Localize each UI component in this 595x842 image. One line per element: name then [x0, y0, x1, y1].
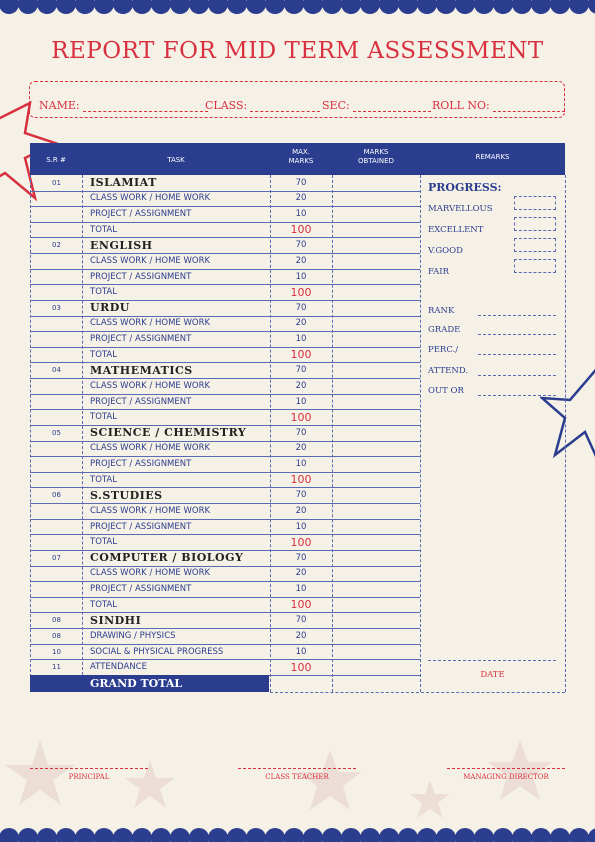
table-row: [30, 206, 420, 223]
sr-cell: [30, 409, 82, 425]
sr-cell: [30, 331, 82, 347]
class-field[interactable]: [205, 99, 320, 112]
scallop-dot: [132, 828, 152, 842]
remark-field-line[interactable]: [478, 315, 556, 316]
header-task: TASK: [167, 156, 185, 164]
remark-field-line[interactable]: [478, 375, 556, 376]
scallop-dot: [246, 0, 266, 14]
max-marks-cell: 100: [290, 535, 312, 549]
table-row: [30, 394, 420, 411]
task-cell: TOTAL: [90, 474, 117, 485]
max-marks-cell: 70: [295, 177, 307, 188]
task-cell: TOTAL: [90, 224, 117, 235]
progress-level-label: MARVELLOUS: [428, 204, 493, 214]
remark-field-line[interactable]: [478, 354, 556, 355]
scallop-dot: [436, 0, 456, 14]
marks-obtained-cell[interactable]: [332, 269, 420, 285]
scallop-dot: [360, 828, 380, 842]
sr-cell: [30, 566, 82, 582]
task-cell: ATTENDANCE: [90, 662, 147, 673]
page-title: REPORT FOR MID TERM ASSESSMENT: [51, 38, 544, 64]
max-marks-cell: 70: [295, 490, 307, 501]
sr-cell: 03: [52, 303, 61, 312]
name-field[interactable]: [39, 99, 208, 112]
max-marks-cell: 20: [295, 255, 307, 266]
marks-obtained-cell[interactable]: [332, 456, 420, 472]
scallop-dot: [398, 0, 418, 14]
remark-field-label: RANK: [428, 306, 455, 316]
task-cell: SINDHI: [90, 613, 142, 627]
marks-obtained-cell[interactable]: [332, 488, 420, 504]
scallop-dot: [360, 0, 380, 14]
task-cell: PROJECT / ASSIGNMENT: [90, 396, 192, 407]
max-marks-cell: 10: [295, 584, 307, 595]
scallop-dot: [455, 0, 475, 14]
task-cell: PROJECT / ASSIGNMENT: [90, 584, 192, 595]
max-marks-cell: 20: [295, 630, 307, 641]
marks-obtained-cell[interactable]: [332, 222, 420, 238]
max-marks-cell: 70: [295, 240, 307, 251]
marks-obtained-cell[interactable]: [332, 644, 420, 660]
section-label: SEC:: [322, 99, 350, 112]
scallop-dot: [75, 828, 95, 842]
max-marks-cell: 20: [295, 443, 307, 454]
remark-field-label: ATTEND.: [428, 366, 469, 376]
sr-cell: [30, 347, 82, 363]
class-teacher-signature-line[interactable]: [238, 768, 356, 769]
scallop-dot: [227, 828, 247, 842]
header-obtained-line1: MARKS: [363, 148, 389, 156]
managing-director-signature-line[interactable]: [447, 768, 565, 769]
sr-cell: [30, 269, 82, 285]
table-row: [30, 316, 420, 333]
scallop-dot: [493, 0, 513, 14]
scallop-dot: [0, 828, 19, 842]
scallop-dot: [94, 0, 114, 14]
table-row: [30, 238, 420, 255]
column-divider-sr: [82, 175, 83, 675]
marks-obtained-cell[interactable]: [332, 472, 420, 488]
remark-field-line[interactable]: [478, 334, 556, 335]
table-row: [30, 519, 420, 536]
marks-obtained-cell[interactable]: [332, 441, 420, 457]
column-divider-obtained: [420, 175, 421, 692]
principal-signature-line[interactable]: [30, 768, 148, 769]
scallop-dot: [189, 0, 209, 14]
max-marks-cell: 70: [295, 365, 307, 376]
scallop-dot: [379, 0, 399, 14]
scallop-dot: [56, 0, 76, 14]
class-teacher-label: CLASS TEACHER: [265, 773, 329, 781]
header-remarks: REMARKS: [475, 153, 510, 161]
task-cell: CLASS WORK / HOME WORK: [90, 505, 211, 516]
max-marks-cell: 10: [295, 334, 307, 345]
task-cell: TOTAL: [90, 599, 117, 610]
table-row: [30, 222, 420, 239]
sr-cell: [30, 316, 82, 332]
blue-star-decoration: [540, 360, 595, 470]
table-row: [30, 659, 420, 676]
marks-obtained-cell[interactable]: [332, 347, 420, 363]
principal-label: PRINCIPAL: [68, 773, 110, 781]
max-marks-cell: 10: [295, 271, 307, 282]
table-row: [30, 269, 420, 286]
scallop-dot: [0, 0, 19, 14]
sr-cell: 10: [52, 647, 61, 656]
max-marks-cell: 10: [295, 646, 307, 657]
table-row: [30, 566, 420, 583]
sr-cell: [30, 519, 82, 535]
marks-obtained-cell[interactable]: [332, 409, 420, 425]
sr-cell: [30, 206, 82, 222]
marks-obtained-cell[interactable]: [332, 331, 420, 347]
section-field[interactable]: [322, 99, 431, 112]
table-row: [30, 300, 420, 317]
scallop-dot: [341, 828, 361, 842]
table-header: [30, 143, 565, 175]
task-cell: PROJECT / ASSIGNMENT: [90, 334, 192, 345]
sr-cell: [30, 534, 82, 550]
sr-cell: 02: [52, 241, 61, 250]
max-marks-cell: 100: [290, 598, 312, 612]
table-row: [30, 378, 420, 395]
scallop-dot: [512, 828, 532, 842]
scallop-dot: [113, 0, 133, 14]
scallop-dot: [436, 828, 456, 842]
task-cell: TOTAL: [90, 349, 117, 360]
marks-obtained-cell[interactable]: [332, 581, 420, 597]
progress-label: PROGRESS:: [428, 181, 502, 194]
task-cell: CLASS WORK / HOME WORK: [90, 443, 211, 454]
table-row: [30, 191, 420, 208]
sr-cell: [30, 253, 82, 269]
marks-obtained-cell[interactable]: [332, 550, 420, 566]
max-marks-cell: 10: [295, 209, 307, 220]
sr-cell: [30, 441, 82, 457]
top-scallop-border: [0, 0, 595, 22]
table-row: [30, 488, 420, 505]
scallop-dot: [550, 0, 570, 14]
scallop-dot: [322, 0, 342, 14]
task-cell: MATHEMATICS: [90, 363, 193, 377]
progress-level-checkbox[interactable]: [514, 238, 556, 252]
scallop-dot: [37, 0, 57, 14]
marks-obtained-cell[interactable]: [332, 503, 420, 519]
task-cell: PROJECT / ASSIGNMENT: [90, 459, 192, 470]
scallop-dot: [94, 828, 114, 842]
sr-cell: [30, 581, 82, 597]
scallop-dot: [341, 0, 361, 14]
sr-cell: 11: [52, 663, 61, 672]
scallop-dot: [569, 828, 589, 842]
table-border-left: [30, 175, 31, 692]
scallop-dot: [56, 828, 76, 842]
scallop-dot: [531, 0, 551, 14]
class-label: CLASS:: [205, 99, 248, 112]
column-divider-max: [332, 175, 333, 692]
sr-cell: 08: [52, 616, 61, 625]
scallop-dot: [75, 0, 95, 14]
table-bottom-border: [270, 692, 565, 693]
progress-level-checkbox[interactable]: [514, 196, 556, 210]
table-row: [30, 597, 420, 614]
scallop-dot: [474, 0, 494, 14]
marks-obtained-cell[interactable]: [332, 659, 420, 675]
scallop-dot: [132, 0, 152, 14]
max-marks-cell: 100: [290, 660, 312, 674]
scallop-dot: [18, 828, 38, 842]
max-marks-cell: 100: [290, 473, 312, 487]
scallop-dot: [417, 828, 437, 842]
scallop-dot: [588, 828, 595, 842]
table-border-right: [565, 175, 566, 692]
table-row: [30, 175, 420, 192]
sr-cell: [30, 394, 82, 410]
sr-cell: 06: [52, 491, 61, 500]
task-cell: TOTAL: [90, 537, 117, 548]
progress-level-checkbox[interactable]: [514, 259, 556, 273]
marks-obtained-cell[interactable]: [332, 238, 420, 254]
sr-cell: [30, 378, 82, 394]
progress-level-checkbox[interactable]: [514, 217, 556, 231]
marks-obtained-cell[interactable]: [332, 519, 420, 535]
sr-cell: [30, 456, 82, 472]
scallop-dot: [303, 0, 323, 14]
task-cell: CLASS WORK / HOME WORK: [90, 380, 211, 391]
sr-cell: [30, 503, 82, 519]
max-marks-cell: 10: [295, 396, 307, 407]
sr-cell: [30, 284, 82, 300]
scallop-dot: [170, 0, 190, 14]
max-marks-cell: 70: [295, 427, 307, 438]
table-row: [30, 253, 420, 270]
marks-obtained-cell[interactable]: [332, 394, 420, 410]
scallop-dot: [265, 0, 285, 14]
table-row: [30, 534, 420, 551]
sr-cell: [30, 472, 82, 488]
scallop-dot: [284, 0, 304, 14]
max-marks-cell: 70: [295, 302, 307, 313]
scallop-dot: [588, 0, 595, 14]
table-row: [30, 628, 420, 645]
marks-obtained-cell[interactable]: [332, 534, 420, 550]
table-row: [30, 550, 420, 567]
max-marks-cell: 70: [295, 552, 307, 563]
task-cell: S.STUDIES: [90, 488, 163, 502]
table-row: [30, 456, 420, 473]
max-marks-cell: 20: [295, 505, 307, 516]
marks-obtained-cell[interactable]: [332, 378, 420, 394]
task-cell: COMPUTER / BIOLOGY: [90, 551, 244, 565]
sr-cell: 07: [52, 553, 61, 562]
table-row: [30, 644, 420, 661]
scallop-dot: [151, 0, 171, 14]
date-line[interactable]: [428, 660, 556, 661]
sr-cell: 01: [52, 178, 61, 187]
column-divider-task: [270, 175, 271, 692]
table-row: [30, 613, 420, 630]
max-marks-cell: 70: [295, 615, 307, 626]
scallop-dot: [170, 828, 190, 842]
task-cell: TOTAL: [90, 287, 117, 298]
scallop-dot: [322, 828, 342, 842]
table-row: [30, 363, 420, 380]
max-marks-cell: 20: [295, 568, 307, 579]
task-cell: ENGLISH: [90, 238, 153, 252]
header-max-line1: MAX.: [292, 148, 310, 156]
marks-obtained-cell[interactable]: [332, 191, 420, 207]
task-cell: CLASS WORK / HOME WORK: [90, 193, 211, 204]
table-row: [30, 425, 420, 442]
scallop-dot: [379, 828, 399, 842]
managing-director-label: MANAGING DIRECTOR: [463, 773, 549, 781]
scallop-dot: [512, 0, 532, 14]
scallop-dot: [398, 828, 418, 842]
sr-cell: [30, 222, 82, 238]
marks-obtained-cell[interactable]: [332, 628, 420, 644]
task-cell: CLASS WORK / HOME WORK: [90, 255, 211, 266]
scallop-dot: [417, 0, 437, 14]
max-marks-cell: 20: [295, 193, 307, 204]
marks-obtained-cell[interactable]: [332, 206, 420, 222]
task-cell: SCIENCE / CHEMISTRY: [90, 426, 247, 440]
task-cell: PROJECT / ASSIGNMENT: [90, 521, 192, 532]
max-marks-cell: 10: [295, 459, 307, 470]
scallop-dot: [113, 828, 133, 842]
progress-level-label: EXCELLENT: [428, 225, 484, 235]
scallop-dot: [474, 828, 494, 842]
scallop-dot: [37, 828, 57, 842]
table-row: [30, 331, 420, 348]
max-marks-cell: 100: [290, 348, 312, 362]
scallop-dot: [246, 828, 266, 842]
marks-obtained-cell[interactable]: [332, 613, 420, 629]
scallop-dot: [265, 828, 285, 842]
marks-obtained-cell[interactable]: [332, 300, 420, 316]
scallop-dot: [208, 828, 228, 842]
table-row: [30, 284, 420, 301]
scallop-dot: [303, 828, 323, 842]
scallop-dot: [550, 828, 570, 842]
marks-obtained-cell[interactable]: [332, 363, 420, 379]
task-cell: PROJECT / ASSIGNMENT: [90, 209, 192, 220]
table-row: [30, 503, 420, 520]
task-cell: CLASS WORK / HOME WORK: [90, 568, 211, 579]
table-row: [30, 347, 420, 364]
header-obtained-line2: OBTAINED: [358, 157, 394, 165]
scallop-dot: [227, 0, 247, 14]
task-cell: TOTAL: [90, 412, 117, 423]
table-row: [30, 409, 420, 426]
roll-number-field[interactable]: [432, 99, 565, 112]
scallop-dot: [208, 0, 228, 14]
table-row: [30, 472, 420, 489]
max-marks-cell: 100: [290, 285, 312, 299]
task-cell: PROJECT / ASSIGNMENT: [90, 271, 192, 282]
scallop-dot: [151, 828, 171, 842]
marks-obtained-cell[interactable]: [332, 425, 420, 441]
task-cell: URDU: [90, 301, 130, 315]
scallop-dot: [18, 0, 38, 14]
remark-field-label: GRADE: [428, 325, 461, 335]
task-cell: SOCIAL & PHYSICAL PROGRESS: [90, 646, 224, 657]
max-marks-cell: 100: [290, 410, 312, 424]
scallop-dot: [569, 0, 589, 14]
scallop-dot: [284, 828, 304, 842]
remark-field-label: OUT OR: [428, 386, 464, 396]
date-label: DATE: [480, 670, 505, 680]
header-max-line2: MARKS: [288, 157, 314, 165]
remark-field-line[interactable]: [478, 395, 556, 396]
marks-obtained-cell[interactable]: [332, 566, 420, 582]
marks-obtained-cell[interactable]: [332, 175, 420, 191]
max-marks-cell: 100: [290, 223, 312, 237]
scallop-dot: [531, 828, 551, 842]
scallop-dot: [455, 828, 475, 842]
task-cell: ISLAMIAT: [90, 176, 157, 190]
sr-cell: 04: [52, 366, 61, 375]
max-marks-cell: 20: [295, 380, 307, 391]
table-row: [30, 581, 420, 598]
task-cell: DRAWING / PHYSICS: [90, 630, 176, 641]
remark-field-label: PERC./: [428, 345, 459, 355]
progress-level-label: FAIR: [428, 267, 450, 277]
marks-obtained-cell[interactable]: [332, 284, 420, 300]
grand-total-label: GRAND TOTAL: [30, 675, 269, 692]
progress-level-label: V.GOOD: [428, 246, 463, 256]
scallop-dot: [493, 828, 513, 842]
table-row: [30, 441, 420, 458]
name-label: NAME:: [39, 99, 80, 112]
roll-number-label: ROLL NO:: [432, 99, 490, 112]
max-marks-cell: 10: [295, 521, 307, 532]
marks-obtained-cell[interactable]: [332, 253, 420, 269]
header-sr: S.R #: [46, 156, 66, 164]
scallop-dot: [189, 828, 209, 842]
marks-obtained-cell[interactable]: [332, 597, 420, 613]
sr-cell: [30, 597, 82, 613]
task-cell: CLASS WORK / HOME WORK: [90, 318, 211, 329]
sr-cell: 08: [52, 631, 61, 640]
sr-cell: 05: [52, 428, 61, 437]
max-marks-cell: 20: [295, 318, 307, 329]
marks-obtained-cell[interactable]: [332, 316, 420, 332]
sr-cell: [30, 191, 82, 207]
